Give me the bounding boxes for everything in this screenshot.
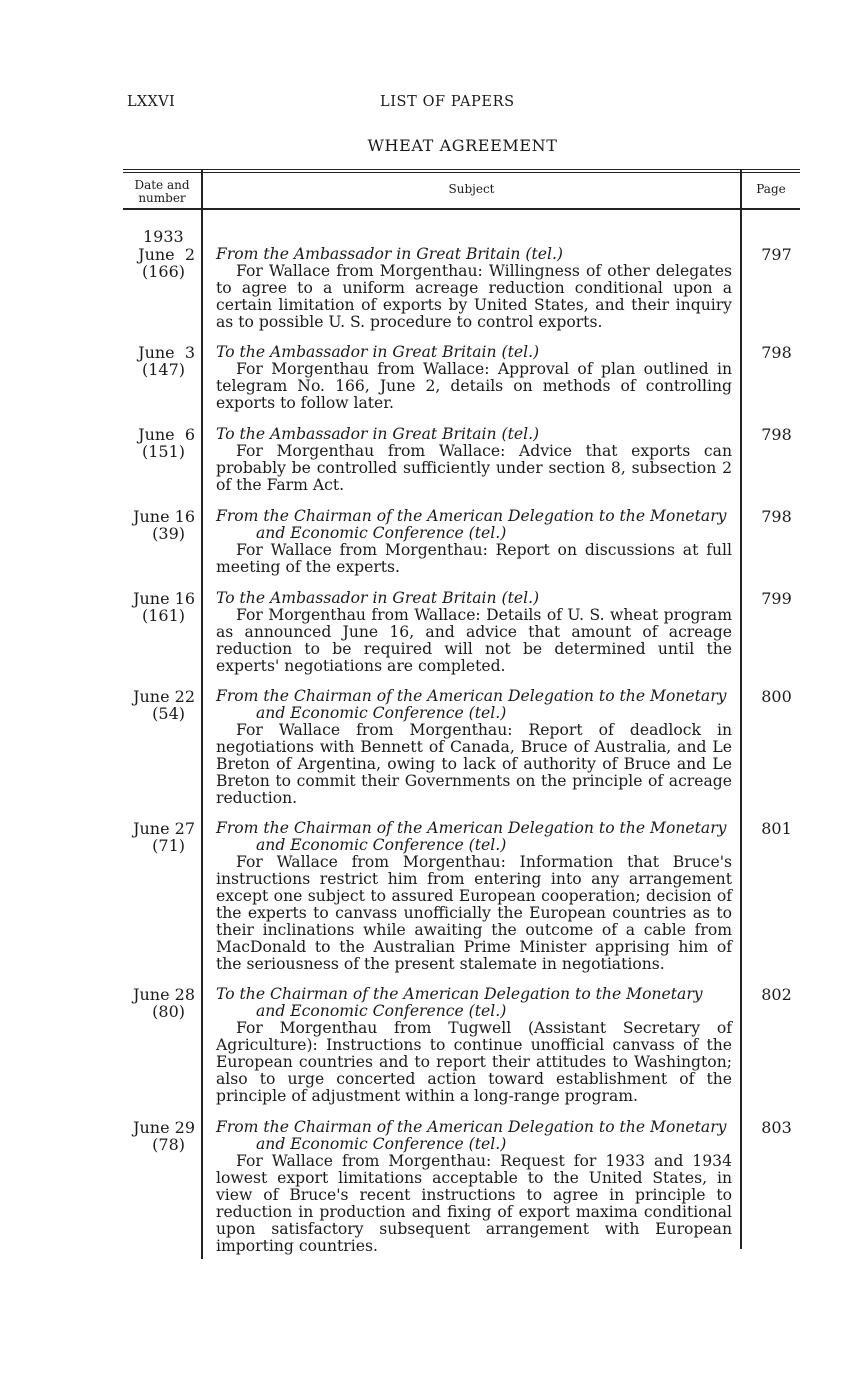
date-header-underline — [123, 208, 201, 210]
entry-summary: For Wallace from Morgenthau: Willingness of other delegates to agree to a uniform acreage reduction conditional upon a certain limitation of exports by United States, and their inquiry as to possible U. S. procedure to control exports. — [216, 262, 732, 331]
entry-subject — [216, 426, 732, 494]
entry-subject — [216, 246, 732, 331]
entry-summary: For Wallace from Morgenthau: Information that Bruce's instructions restrict him from entering into any arrangement except one subject to assured European cooperation; decision of the experts to canvass unofficially the European countries as to their inclinations while awaiting the outcome of a cable from MacDonald to the Australian Prime Minister apprising him of the seriousness of the present stalemate in negotiations. — [216, 853, 732, 973]
date-header-line2: number — [138, 191, 186, 205]
entry-number: (161) — [141, 606, 185, 625]
entry-correspondent: To the Ambassador in Great Britain (tel.) — [216, 589, 540, 607]
column-divider-date — [201, 169, 203, 1259]
section-title: WHEAT AGREEMENT — [367, 136, 558, 155]
entry-number: (147) — [141, 360, 185, 379]
entry-date: June 6 — [138, 425, 195, 444]
papers-table — [123, 169, 800, 1259]
date-header — [123, 179, 201, 205]
page-header: Page — [756, 182, 786, 196]
entry-correspondent: From the Chairman of the American Delegation to the Monetary and Economic Conference (tel.) — [216, 819, 727, 854]
entry-date: June 16 — [133, 589, 195, 608]
date-header-line1: Date and — [134, 178, 190, 192]
entry-page: 803 — [761, 1118, 792, 1137]
column-divider-page — [740, 169, 742, 1249]
entry-correspondent: From the Chairman of the American Delegation to the Monetary and Economic Conference (tel.) — [216, 1118, 727, 1153]
entry-correspondent: From the Ambassador in Great Britain (tel.) — [216, 245, 564, 263]
running-head — [0, 94, 850, 114]
entry-correspondent: From the Chairman of the American Delegation to the Monetary and Economic Conference (tel.) — [216, 687, 727, 722]
entry-date: June 2 — [138, 245, 195, 264]
running-title: LIST OF PAPERS — [380, 94, 515, 110]
table-top-rule — [123, 169, 800, 170]
entry-date: June 28 — [133, 985, 195, 1004]
entry-date: June 3 — [138, 343, 195, 362]
page-folio: LXXVI — [127, 94, 175, 110]
entry-page: 798 — [761, 425, 792, 444]
entry-number: (39) — [152, 524, 185, 543]
subject-header-underline — [203, 208, 740, 210]
entry-number: (80) — [152, 1002, 185, 1021]
subject-header: Subject — [448, 182, 495, 196]
entry-subject — [216, 688, 732, 807]
entry-page: 797 — [761, 245, 792, 264]
entry-summary: For Morgenthau from Tugwell (Assistant Secretary of Agriculture): Instructions to continue unofficial canvass of the European countries and to report their attitudes to Washington; also to urge concerted action toward establishment of the principle of adjustment within a long-range program. — [216, 1019, 732, 1105]
entry-summary: For Morgenthau from Wallace: Details of U. S. wheat program as announced June 16, and advice that amount of acreage reduction to be required will not be determined until the experts' negotiations are completed. — [216, 606, 732, 675]
entry-summary: For Wallace from Morgenthau: Report on discussions at full meeting of the experts. — [216, 541, 732, 576]
entry-subject — [216, 344, 732, 412]
table-top-rule-inner — [123, 172, 800, 173]
entry-page: 801 — [761, 819, 792, 838]
entry-summary: For Wallace from Morgenthau: Request for 1933 and 1934 lowest export limitations acceptable to the United States, in view of Bruce's recent instructions to agree in principle to reduction in production and fixing of export maxima conditional upon satisfactory subsequent arrangement with European importing countries. — [216, 1152, 732, 1255]
entry-page: 802 — [761, 985, 792, 1004]
entry-number: (71) — [152, 836, 185, 855]
entry-summary: For Morgenthau from Wallace: Advice that exports can probably be controlled sufficiently under section 8, subsection 2 of the Farm Act. — [216, 442, 732, 494]
entry-number: (166) — [141, 262, 185, 281]
entry-subject — [216, 986, 732, 1105]
entry-subject — [216, 508, 732, 576]
entry-correspondent: To the Ambassador in Great Britain (tel.) — [216, 343, 540, 361]
entry-number: (78) — [152, 1135, 185, 1154]
entry-summary: For Morgenthau from Wallace: Approval of plan outlined in telegram No. 166, June 2, details on methods of controlling exports to follow later. — [216, 360, 732, 412]
entry-page: 798 — [761, 343, 792, 362]
entry-subject — [216, 1119, 732, 1255]
page-header-underline — [742, 208, 800, 210]
entry-subject — [216, 590, 732, 675]
year-label: 1933 — [143, 227, 184, 246]
entry-page: 799 — [761, 589, 792, 608]
entry-page: 800 — [761, 687, 792, 706]
entry-number: (54) — [152, 704, 185, 723]
entry-date: June 16 — [133, 507, 195, 526]
entry-number: (151) — [141, 442, 185, 461]
entry-date: June 27 — [133, 819, 195, 838]
entry-correspondent: From the Chairman of the American Delegation to the Monetary and Economic Conference (tel.) — [216, 507, 727, 542]
entry-summary: For Wallace from Morgenthau: Report of deadlock in negotiations with Bennett of Canada, Bruce of Australia, and Le Breton of Argentina, owing to lack of authority of Bruce and Le Breton to commit their Governments on the principle of acreage reduction. — [216, 721, 732, 807]
entry-date: June 22 — [133, 687, 195, 706]
entry-subject — [216, 820, 732, 973]
entry-correspondent: To the Ambassador in Great Britain (tel.) — [216, 425, 540, 443]
entry-page: 798 — [761, 507, 792, 526]
entry-correspondent: To the Chairman of the American Delegation to the Monetary and Economic Conference (tel.) — [216, 985, 703, 1020]
entry-date: June 29 — [133, 1118, 195, 1137]
